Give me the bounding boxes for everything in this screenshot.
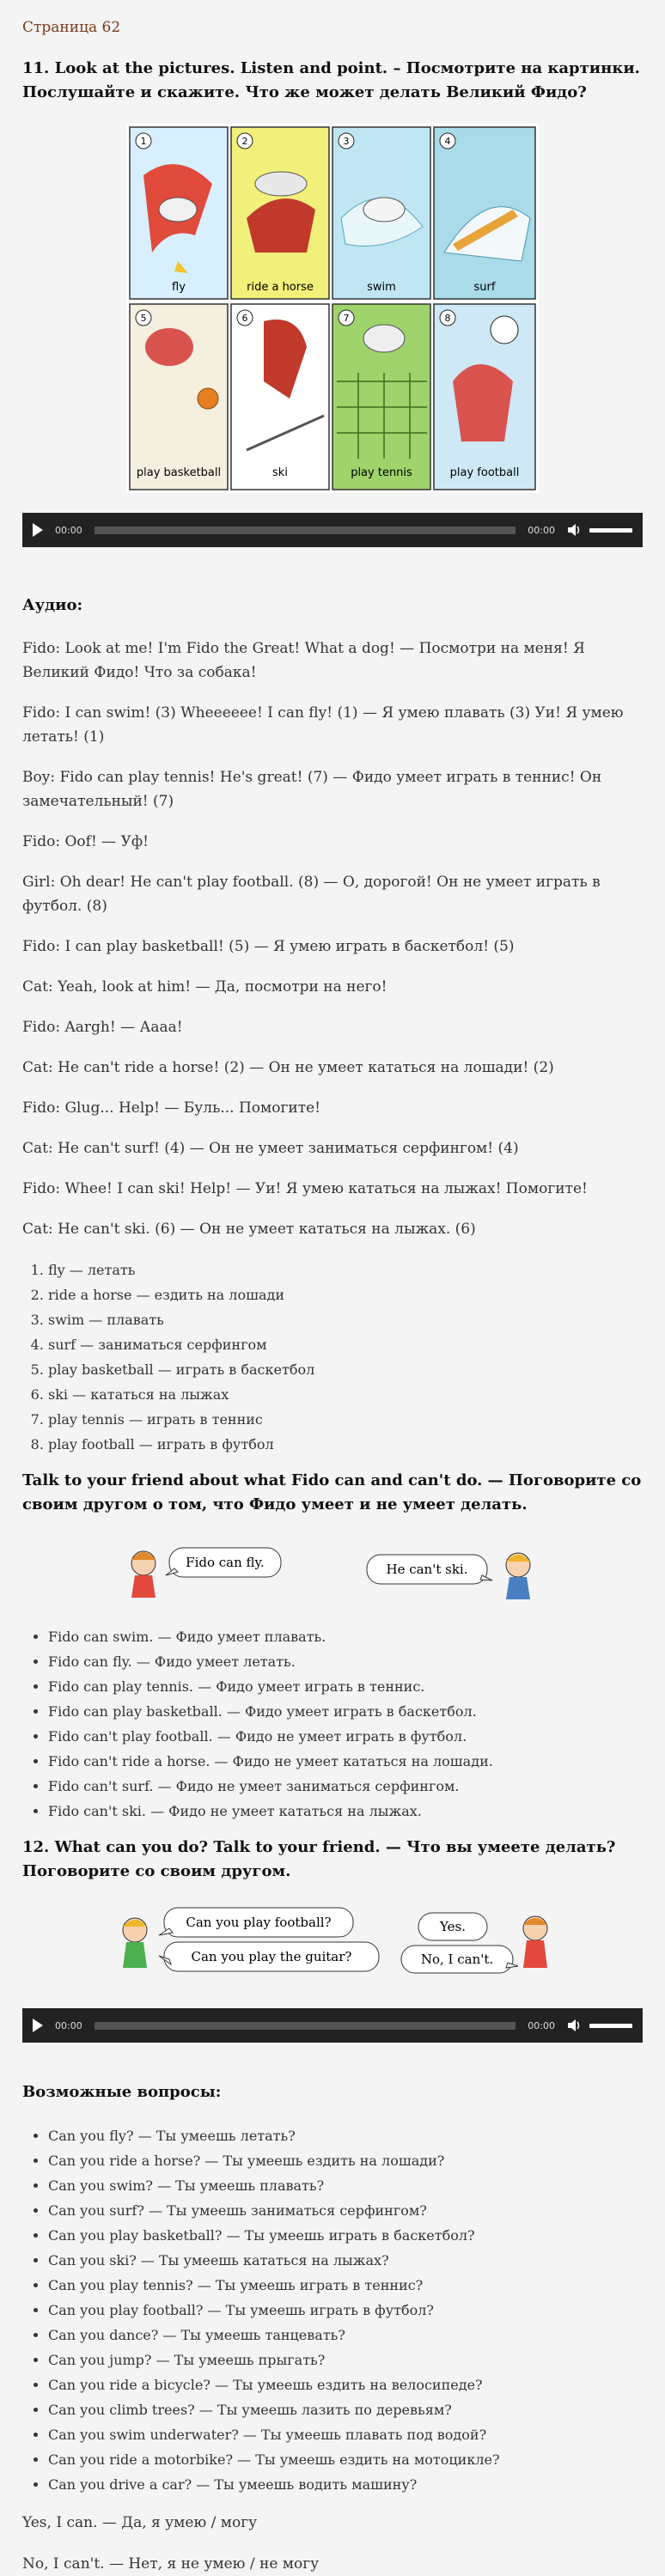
dialog-line: Fido: Glug... Help! — Буль... Помогите! <box>22 1099 321 1117</box>
dialog-line: Fido: I can play basketball! (5) — Я умею играть в баскетбол! (5) <box>22 938 515 955</box>
dialog-line: Fido: Look at me! I'm Fido the Great! What a dog! — Посмотри на меня! Я Великий Фидо! Что за собака! <box>22 640 585 681</box>
list-item: • Can you drive a car? — Ты умеешь водить машину? <box>48 2472 643 2497</box>
fido-picture-grid <box>126 124 539 493</box>
picture-ski <box>231 304 329 490</box>
volume-slider[interactable] <box>589 2024 632 2028</box>
volume-icon[interactable] <box>567 2019 581 2032</box>
list-item: • Can you swim underwater? — Ты умеешь плавать под водой? <box>48 2422 643 2447</box>
exercise-11-title: 11. Look at the pictures. Listen and point. – Посмотрите на картинки. Послушайте и скажите. Что же может делать Великий Фидо? <box>22 59 640 101</box>
dialog-illustration <box>109 1903 556 1980</box>
speech-bubble-right <box>367 1555 492 1584</box>
bubble-text: Can you play the guitar? <box>191 1949 352 1964</box>
picture-number: 4 <box>444 136 451 147</box>
dialog-line: Fido: I can swim! (3) Wheeeeee! I can fly! (1) — Я умею плавать (3) Уи! Я умею летать! (1) <box>22 704 624 746</box>
fido-pictures <box>22 124 643 497</box>
picture-swim <box>332 127 430 299</box>
list-item: • Fido can swim. — Фидо умеет плавать. <box>48 1624 643 1649</box>
current-time: 00:00 <box>55 2019 82 2031</box>
list-item: • Fido can't ride a horse. — Фидо не умеет кататься на лошади. <box>48 1749 643 1774</box>
questions-heading: Возможные вопросы: <box>22 2083 222 2101</box>
list-item: • Fido can't play football. — Фидо не умеет играть в футбол. <box>48 1724 643 1749</box>
bubble-text: No, I can't. <box>420 1952 494 1967</box>
list-item: • Can you ride a motorbike? — Ты умеешь ездить на мотоцикле? <box>48 2447 643 2472</box>
list-item: • Fido can play tennis. — Фидо умеет играть в теннис. <box>48 1674 643 1699</box>
speech-bubble-question-1 <box>159 1908 353 1937</box>
dialog-line: Cat: He can't ski. (6) — Он не умеет кататься на лыжах. (6) <box>22 1221 476 1238</box>
speech-bubble-question-2 <box>159 1942 379 1971</box>
list-item: • Fido can play basketball. — Фидо умеет играть в баскетбол. <box>48 1699 643 1724</box>
exercise-12-title: 12. What can you do? Talk to your friend. — Что вы умеете делать? Поговорите со своим другом. <box>22 1838 616 1880</box>
picture-number: 1 <box>140 136 147 147</box>
dialog-line: Fido: Oof! — Уф! <box>22 833 149 850</box>
fido-talk-illustration <box>22 1536 643 1609</box>
list-item: • Can you surf? — Ты умеешь заниматься серфингом? <box>48 2198 643 2223</box>
ex12-illustration <box>22 1903 643 1984</box>
audio-transcript <box>22 636 643 1241</box>
dialog-line: Cat: He can't ride a horse! (2) — Он не умеет кататься на лошади! (2) <box>22 1059 554 1076</box>
list-item: • Can you ride a horse? — Ты умеешь ездить на лошади? <box>48 2148 643 2173</box>
duration: 00:00 <box>528 2019 555 2031</box>
picture-caption: play football <box>449 466 520 479</box>
picture-number: 5 <box>140 313 147 324</box>
picture-play-football <box>434 304 535 490</box>
picture-number: 8 <box>444 313 451 324</box>
list-item: 8. play football — играть в футбол <box>48 1432 643 1457</box>
answer-yes: Yes, I can. — Да, я умею / могу <box>22 2514 258 2531</box>
bubble-text: Fido can fly. <box>186 1555 265 1570</box>
play-button[interactable] <box>33 2019 43 2032</box>
list-item: 7. play tennis — играть в теннис <box>48 1407 643 1432</box>
list-item: • Can you play basketball? — Ты умеешь играть в баскетбол? <box>48 2223 643 2248</box>
vocabulary-list <box>22 1258 643 1457</box>
picture-number: 6 <box>241 313 248 324</box>
girl-figure <box>523 1916 547 1968</box>
seek-bar[interactable] <box>95 527 516 534</box>
talk-illustration <box>118 1536 547 1605</box>
list-item: • Can you fly? — Ты умеешь летать? <box>48 2123 643 2148</box>
play-button[interactable] <box>33 523 43 537</box>
picture-number: 3 <box>343 136 350 147</box>
seek-bar[interactable] <box>95 2022 516 2030</box>
audio-heading: Аудио: <box>22 596 83 614</box>
page-label: Страница 62 <box>22 19 121 36</box>
dialog-line: Girl: Oh dear! He can't play football. (8) — О, дорогой! Он не умеет играть в футбол. (8) <box>22 874 601 915</box>
list-item: 4. surf — заниматься серфингом <box>48 1332 643 1357</box>
picture-number: 2 <box>241 136 248 147</box>
list-item: 3. swim — плавать <box>48 1307 643 1332</box>
bubble-text: Can you play football? <box>186 1915 332 1930</box>
list-item: 5. play basketball — играть в баскетбол <box>48 1357 643 1382</box>
picture-play-basketball <box>130 304 228 490</box>
list-item: 2. ride a horse — ездить на лошади <box>48 1282 643 1307</box>
speech-bubble-answer-2 <box>401 1946 518 1973</box>
list-item: 1. fly — летать <box>48 1258 643 1282</box>
speech-bubble-left <box>166 1548 281 1577</box>
list-item: • Can you play tennis? — Ты умеешь играть в теннис? <box>48 2273 643 2298</box>
list-item: • Can you dance? — Ты умеешь танцевать? <box>48 2323 643 2348</box>
list-item: • Can you ride a bicycle? — Ты умеешь ездить на велосипеде? <box>48 2372 643 2397</box>
boy-figure <box>123 1918 147 1968</box>
audio-player <box>22 513 643 547</box>
picture-surf <box>434 127 535 299</box>
list-item: • Fido can fly. — Фидо умеет летать. <box>48 1649 643 1674</box>
audio-player <box>22 2008 643 2043</box>
picture-number: 7 <box>343 313 350 324</box>
dialog-line: Cat: Yeah, look at him! — Да, посмотри на него! <box>22 978 387 996</box>
duration: 00:00 <box>528 524 555 536</box>
talk-title: Talk to your friend about what Fido can and can't do. — Поговорите со своим другом о том, что Фидо умеет и не умеет делать. <box>22 1471 642 1513</box>
list-item: • Can you climb trees? — Ты умеешь лазить по деревьям? <box>48 2397 643 2422</box>
picture-caption: ride a horse <box>247 281 314 294</box>
boy-figure <box>506 1553 530 1599</box>
list-item: • Can you play football? — Ты умеешь играть в футбол? <box>48 2298 643 2323</box>
questions-list <box>22 2123 643 2497</box>
dialog-line: Fido: Aargh! — Аааа! <box>22 1019 183 1036</box>
picture-caption: swim <box>367 281 396 294</box>
list-item: • Can you ski? — Ты умеешь кататься на лыжах? <box>48 2248 643 2273</box>
answer-no: No, I can't. — Нет, я не умею / не могу <box>22 2555 320 2573</box>
picture-caption: play basketball <box>136 466 222 479</box>
picture-caption: ski <box>272 466 288 479</box>
list-item: • Can you jump? — Ты умеешь прыгать? <box>48 2348 643 2372</box>
picture-caption: fly <box>172 281 186 294</box>
volume-slider[interactable] <box>589 528 632 533</box>
list-item: • Fido can't ski. — Фидо не умеет кататься на лыжах. <box>48 1799 643 1824</box>
picture-ride-a-horse <box>231 127 329 299</box>
picture-fly <box>130 127 228 299</box>
list-item: • Fido can't surf. — Фидо не умеет заниматься серфингом. <box>48 1774 643 1799</box>
picture-caption: play tennis <box>351 466 412 479</box>
list-item: • Can you swim? — Ты умеешь плавать? <box>48 2173 643 2198</box>
picture-caption: surf <box>473 281 496 294</box>
dialog-line: Fido: Whee! I can ski! Help! — Уи! Я умею кататься на лыжах! Помогите! <box>22 1180 588 1197</box>
current-time: 00:00 <box>55 524 82 536</box>
dialog-line: Cat: He can't surf! (4) — Он не умеет заниматься серфингом! (4) <box>22 1140 519 1157</box>
dialog-line: Boy: Fido can play tennis! He's great! (7) — Фидо умеет играть в теннис! Он замечательный! (7) <box>22 769 602 810</box>
girl-figure <box>131 1551 156 1598</box>
speech-bubble-answer-1 <box>418 1913 487 1940</box>
bubble-text: Yes. <box>440 1919 466 1934</box>
fido-can-list <box>22 1624 643 1824</box>
picture-play-tennis <box>332 304 430 490</box>
bubble-text: He can't ski. <box>386 1562 468 1577</box>
volume-icon[interactable] <box>567 523 581 537</box>
list-item: 6. ski — кататься на лыжах <box>48 1382 643 1407</box>
